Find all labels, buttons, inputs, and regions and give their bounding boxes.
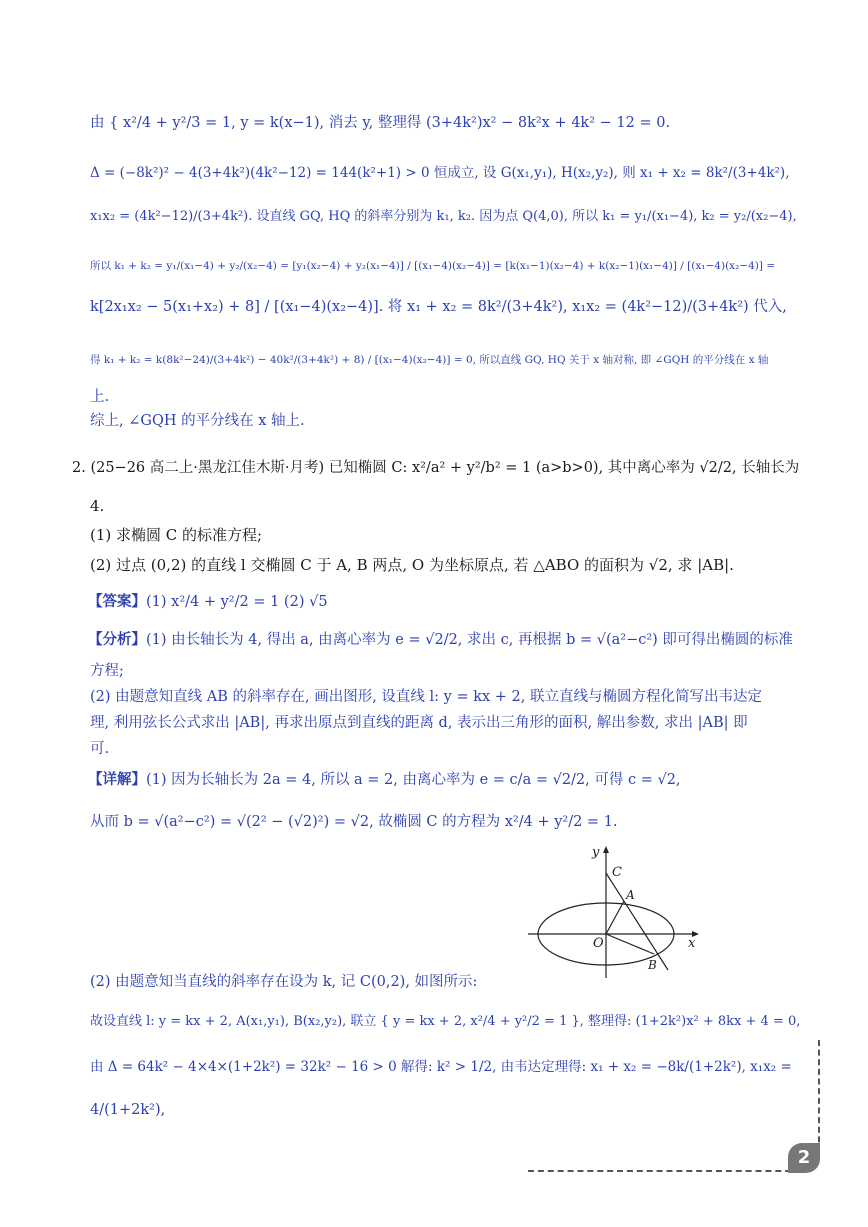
origin-label: O (593, 936, 604, 951)
answer-text: (1) x²/4 + y²/2 = 1 (2) √5 (146, 594, 328, 610)
question-stem-cont: 4. (90, 497, 105, 515)
answer-tag: 【答案】 (88, 593, 146, 610)
analysis-line-4: 理, 利用弦长公式求出 |AB|, 再求出原点到直线的距离 d, 表示出三角形的面积, 解出参数, 求出 |AB| 即 (90, 715, 748, 731)
solution-line-4: 所以 k₁ + k₂ = y₁/(x₁−4) + y₂/(x₂−4) = [y₁(x₂−4) + y₂(x₁−4)] / [(x₁−4)(x₂−4)] = [k(x₁−1)(x₂−4) + k(x₂−1)(x₁−4)] / [(x₁−4)(x₂−4)] = (90, 260, 776, 272)
question-part-1: (1) 求椭圆 C 的标准方程; (90, 526, 263, 544)
axis-label-x: x (688, 936, 696, 951)
solution-line-1: 由 { x²/4 + y²/3 = 1, y = k(x−1), 消去 y, 整理得 (3+4k²)x² − 8k²x + 4k² − 12 = 0. (90, 115, 671, 131)
solution-line-6: 得 k₁ + k₂ = k(8k²−24)/(3+4k²) − 40k²/(3+4k²) + 8) / [(x₁−4)(x₂−4)] = 0, 所以直线 GQ, HQ 关于 x 轴对称, 即 ∠GQH 的平分线在 x 轴 (90, 354, 769, 366)
analysis-line-3: (2) 由题意知直线 AB 的斜率存在, 画出图形, 设直线 l: y = kx + 2, 联立直线与椭圆方程化简写出韦达定 (90, 689, 763, 705)
question-part-2: (2) 过点 (0,2) 的直线 l 交椭圆 C 于 A, B 两点, O 为坐标原点, 若 △ABO 的面积为 √2, 求 |AB|. (90, 556, 734, 574)
detail-line-3: (2) 由题意知当直线的斜率存在设为 k, 记 C(0,2), 如图所示: (90, 974, 478, 990)
detail-line-5: 由 Δ = 64k² − 4×4×(1+2k²) = 32k² − 16 > 0 解得: k² > 1/2, 由韦达定理得: x₁ + x₂ = −8k/(1+2k²), x₁x₂ = (90, 1059, 792, 1075)
analysis-line-1 (88, 630, 793, 650)
analysis-line-5: 可. (90, 741, 110, 757)
detail-text-1: (1) 因为长轴长为 2a = 4, 所以 a = 2, 由离心率为 e = c/a = √2/2, 可得 c = √2, (146, 772, 681, 788)
detail-line-4: 故设直线 l: y = kx + 2, A(x₁,y₁), B(x₂,y₂), 联立 { y = kx + 2, x²/4 + y²/2 = 1 }, 整理得: (1+2k²)x² + 8kx + 4 = 0, (90, 1014, 801, 1029)
solution-line-2: Δ = (−8k²)² − 4(3+4k²)(4k²−12) = 144(k²+1) > 0 恒成立, 设 G(x₁,y₁), H(x₂,y₂), 则 x₁ + x₂ = 8k²/(3+4k²), (90, 165, 790, 181)
axis-label-y: y (592, 845, 600, 860)
solution-line-7: 上. (90, 389, 110, 405)
page-number-badge: 2 (788, 1143, 820, 1173)
analysis-line-2: 方程; (90, 663, 124, 679)
detail-tag: 【详解】 (88, 771, 146, 788)
point-label-a: A (626, 888, 635, 902)
analysis-tag: 【分析】 (88, 631, 146, 648)
answer-line (88, 592, 328, 612)
page-border-horizontal (528, 1170, 811, 1172)
detail-line-2: 从而 b = √(a²−c²) = √(2² − (√2)²) = √2, 故椭圆 C 的方程为 x²/4 + y²/2 = 1. (90, 814, 618, 830)
page-border-vertical (818, 1040, 820, 1152)
solution-line-3: x₁x₂ = (4k²−12)/(3+4k²). 设直线 GQ, HQ 的斜率分别为 k₁, k₂. 因为点 Q(4,0), 所以 k₁ = y₁/(x₁−4), k₂ = y₂/(x₂−4), (90, 209, 797, 224)
solution-line-5: k[2x₁x₂ − 5(x₁+x₂) + 8] / [(x₁−4)(x₂−4)]. 将 x₁ + x₂ = 8k²/(3+4k²), x₁x₂ = (4k²−12)/(3+4k²) 代入, (90, 299, 787, 315)
detail-line-6: 4/(1+2k²), (90, 1102, 166, 1118)
ellipse-figure (520, 843, 705, 978)
analysis-text-1: (1) 由长轴长为 4, 得出 a, 由离心率为 e = √2/2, 求出 c, 再根据 b = √(a²−c²) 即可得出椭圆的标准 (146, 632, 793, 648)
solution-line-8: 综上, ∠GQH 的平分线在 x 轴上. (90, 413, 305, 429)
detail-line-1 (88, 770, 681, 790)
point-label-c: C (612, 865, 622, 880)
question-stem: 2. (25−26 高二上·黑龙江佳木斯·月考) 已知椭圆 C: x²/a² + y²/b² = 1 (a>b>0), 其中离心率为 √2/2, 长轴长为 (72, 460, 800, 476)
point-label-b: B (648, 958, 657, 972)
